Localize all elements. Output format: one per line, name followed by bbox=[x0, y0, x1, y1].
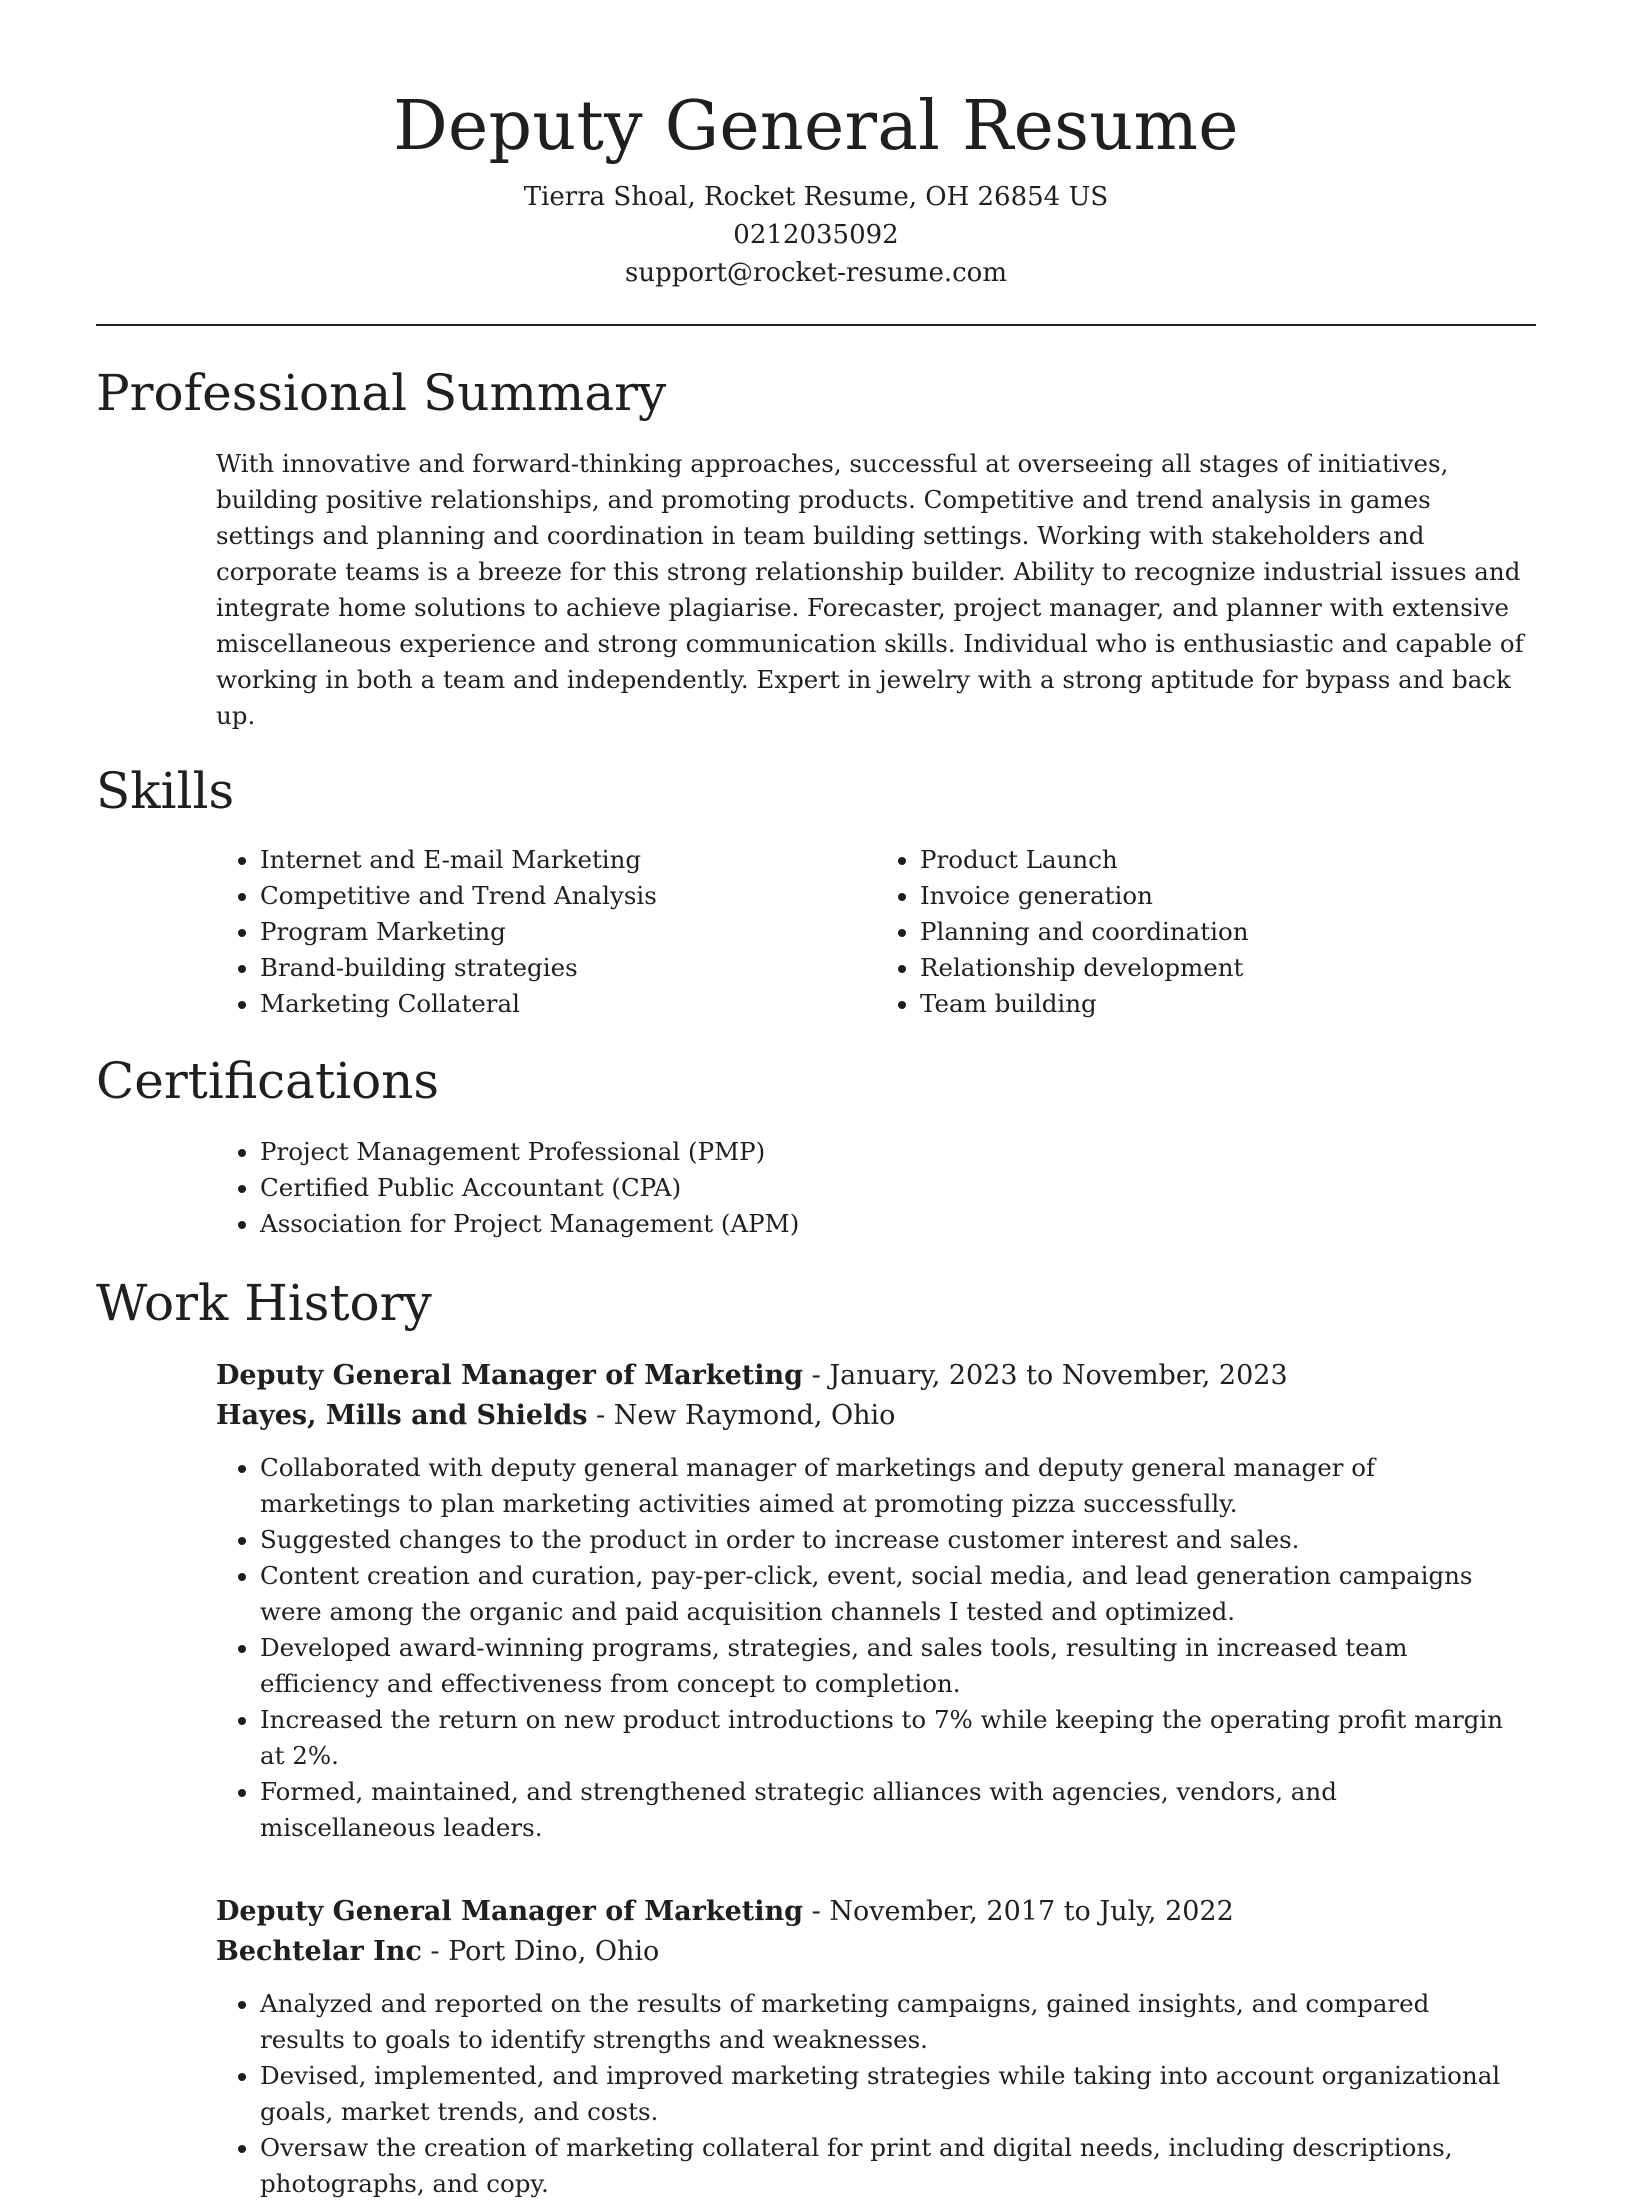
job-bullet: • Devised, implemented, and improved marketing strategies while taking into account organizational goals, market trends, and costs. bbox=[260, 2058, 1512, 2130]
job-title-line bbox=[216, 1356, 1536, 1396]
job-bullet: • Formed, maintained, and strengthened strategic alliances with agencies, vendors, and miscellaneous leaders. bbox=[260, 1774, 1512, 1846]
job-dates: November, 2017 to July, 2022 bbox=[829, 1896, 1234, 1927]
skill-item: • Internet and E-mail Marketing bbox=[260, 842, 876, 878]
header-divider bbox=[96, 324, 1536, 326]
job-entry bbox=[216, 1356, 1536, 1846]
skill-item: • Invoice generation bbox=[920, 878, 1536, 914]
work-history-heading: Work History bbox=[96, 1274, 432, 1332]
contact-address: Tierra Shoal, Rocket Resume, OH 26854 US bbox=[523, 182, 1109, 212]
job-bullet: • Developed award-winning programs, strategies, and sales tools, resulting in increased team efficiency and effectiveness from concept to completion. bbox=[260, 1630, 1512, 1702]
job-title-line bbox=[216, 1892, 1536, 1932]
contact-block bbox=[96, 178, 1536, 292]
skills-grid bbox=[216, 842, 1536, 1022]
job-separator: - bbox=[803, 1360, 830, 1391]
job-title: Deputy General Manager of Marketing bbox=[216, 1896, 804, 1927]
job-location: New Raymond, Ohio bbox=[613, 1400, 896, 1431]
certification-item: • Project Management Professional (PMP) bbox=[260, 1134, 1536, 1170]
skill-item: • Brand-building strategies bbox=[260, 950, 876, 986]
skill-item: • Marketing Collateral bbox=[260, 986, 876, 1022]
skills-list-left bbox=[216, 842, 876, 1022]
skill-item: • Product Launch bbox=[920, 842, 1536, 878]
skills-section bbox=[96, 760, 1536, 1022]
skill-item: • Planning and coordination bbox=[920, 914, 1536, 950]
resume-title: Deputy General Resume bbox=[393, 87, 1239, 166]
job-bullet: • Increased the return on new product introductions to 7% while keeping the operating profit margin at 2%. bbox=[260, 1702, 1512, 1774]
job-separator: - bbox=[803, 1896, 830, 1927]
summary-section bbox=[96, 362, 1536, 734]
certification-item: • Association for Project Management (APM) bbox=[260, 1206, 1536, 1242]
job-company-line bbox=[216, 1932, 1536, 1972]
contact-phone: 0212035092 bbox=[733, 220, 899, 250]
job-bullet: • Analyzed and reported on the results of marketing campaigns, gained insights, and compared results to goals to identify strengths and weaknesses. bbox=[260, 1986, 1512, 2058]
job-bullet: • Suggested changes to the product in order to increase customer interest and sales. bbox=[260, 1522, 1512, 1558]
job-company: Bechtelar Inc bbox=[216, 1936, 422, 1967]
job-bullet-list bbox=[216, 1450, 1512, 1846]
contact-email: support@rocket-resume.com bbox=[624, 258, 1007, 288]
job-company-line bbox=[216, 1396, 1536, 1436]
job-location: Port Dino, Ohio bbox=[448, 1936, 660, 1967]
job-title: Deputy General Manager of Marketing bbox=[216, 1360, 804, 1391]
job-dates: January, 2023 to November, 2023 bbox=[829, 1360, 1288, 1391]
summary-heading: Professional Summary bbox=[96, 364, 667, 422]
job-bullet: • Content creation and curation, pay-per-click, event, social media, and lead generation campaigns were among the organic and paid acquisition channels I tested and optimized. bbox=[260, 1558, 1512, 1630]
summary-text: With innovative and forward-thinking approaches, successful at overseeing all stages of initiatives, building positive relationships, and promoting products. Competitive and trend analysis in games settings and planning and coordination in team building settings. Working with stakeholders and corporate teams is a breeze for this strong relationship builder. Ability to recognize industrial issues and integrate home solutions to achieve plagiarise. Forecaster, project manager, and planner with extensive miscellaneous experience and strong communication skills. Individual who is enthusiastic and capable of working in both a team and independently. Expert in jewelry with a strong aptitude for bypass and back up. bbox=[216, 449, 1524, 730]
skills-heading: Skills bbox=[96, 762, 235, 820]
work-history-section bbox=[96, 1272, 1536, 2202]
certifications-heading: Certifications bbox=[96, 1052, 440, 1110]
certifications-section bbox=[96, 1050, 1536, 1242]
job-bullet: • Collaborated with deputy general manager of marketings and deputy general manager of marketings to plan marketing activities aimed at promoting pizza successfully. bbox=[260, 1450, 1512, 1522]
skill-item: • Team building bbox=[920, 986, 1536, 1022]
resume-page bbox=[96, 0, 1536, 2202]
resume-header bbox=[96, 0, 1536, 292]
skill-item: • Competitive and Trend Analysis bbox=[260, 878, 876, 914]
job-company: Hayes, Mills and Shields bbox=[216, 1400, 588, 1431]
skill-item: • Relationship development bbox=[920, 950, 1536, 986]
job-bullet-list bbox=[216, 1986, 1512, 2202]
skill-item: • Program Marketing bbox=[260, 914, 876, 950]
certification-item: • Certified Public Accountant (CPA) bbox=[260, 1170, 1536, 1206]
job-bullet: • Oversaw the creation of marketing collateral for print and digital needs, including descriptions, photographs, and copy. bbox=[260, 2130, 1512, 2202]
job-separator: - bbox=[421, 1936, 449, 1967]
skills-list-right bbox=[876, 842, 1536, 1022]
job-entry bbox=[216, 1892, 1536, 2202]
certifications-list bbox=[216, 1134, 1536, 1242]
job-separator: - bbox=[587, 1400, 614, 1431]
